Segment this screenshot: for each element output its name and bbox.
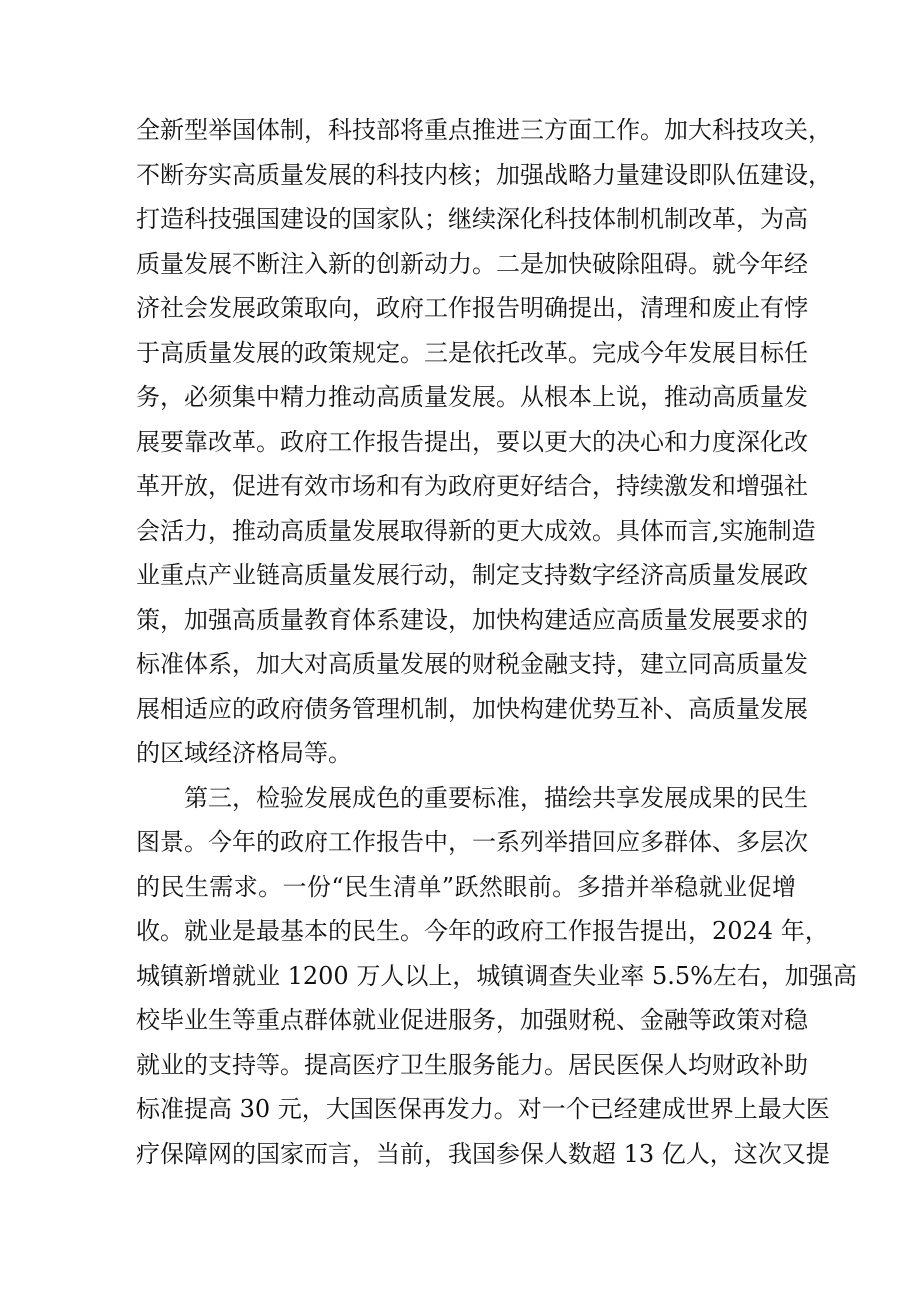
paragraph-line: 济社会发展政策取向，政府工作报告明确提出，清理和废止有悖 xyxy=(136,294,808,322)
paragraph-line: 就业的支持等。提高医疗卫生服务能力。居民医保人均财政补助 xyxy=(136,1050,808,1079)
document-body xyxy=(136,108,857,1176)
paragraph-line: 第三，检验发展成色的重要标准，描绘共享发展成果的民生 xyxy=(184,783,808,812)
paragraph-line: 于高质量发展的政策规定。三是依托改革。完成今年发展目标任 xyxy=(136,338,808,367)
paragraph-line: 城镇新增就业 1200 万人以上，城镇调查失业率 5.5%左右，加强高 xyxy=(136,961,857,990)
paragraph-line: 图景。今年的政府工作报告中，一系列举措回应多群体、多层次 xyxy=(136,828,808,856)
paragraph-1 xyxy=(136,108,832,776)
paragraph-line: 收。就业是最基本的民生。今年的政府工作报告提出，2024 年， xyxy=(136,917,829,945)
paragraph-line: 全新型举国体制，科技部将重点推进三方面工作。加大科技攻关， xyxy=(136,116,832,144)
paragraph-line: 的区域经济格局等。 xyxy=(136,739,352,767)
paragraph-line: 不断夯实高质量发展的科技内核；加强战略力量建设即队伍建设， xyxy=(136,160,832,189)
paragraph-line: 疗保障网的国家而言，当前，我国参保人数超 13 亿人，这次又提 xyxy=(136,1139,830,1168)
paragraph-line: 展要靠改革。政府工作报告提出，要以更大的决心和力度深化改 xyxy=(136,427,808,456)
paragraph-line: 革开放，促进有效市场和有为政府更好结合，持续激发和增强社 xyxy=(136,472,808,500)
paragraph-line: 的民生需求。一份“民生清单”跃然眼前。多措并举稳就业促增 xyxy=(136,872,796,901)
paragraph-line: 务，必须集中精力推动高质量发展。从根本上说，推动高质量发 xyxy=(136,383,808,411)
paragraph-line: 质量发展不断注入新的创新动力。二是加快破除阻碍。就今年经 xyxy=(136,249,808,278)
paragraph-line: 业重点产业链高质量发展行动，制定支持数字经济高质量发展政 xyxy=(136,561,808,589)
paragraph-line: 会活力，推动高质量发展取得新的更大成效。具体而言,实施制造 xyxy=(136,516,816,545)
paragraph-line: 标准提高 30 元，大国医保再发力。对一个已经建成世界上最大医 xyxy=(136,1095,830,1123)
paragraph-line: 打造科技强国建设的国家队；继续深化科技体制机制改革，为高 xyxy=(136,205,808,233)
paragraph-2 xyxy=(136,776,857,1177)
paragraph-line: 策，加强高质量教育体系建设，加快构建适应高质量发展要求的 xyxy=(136,605,808,634)
paragraph-line: 展相适应的政府债务管理机制，加快构建优势互补、高质量发展 xyxy=(136,694,808,723)
paragraph-line: 校毕业生等重点群体就业促进服务，加强财税、金融等政策对稳 xyxy=(136,1006,808,1034)
paragraph-line: 标准体系，加大对高质量发展的财税金融支持，建立同高质量发 xyxy=(136,650,808,678)
